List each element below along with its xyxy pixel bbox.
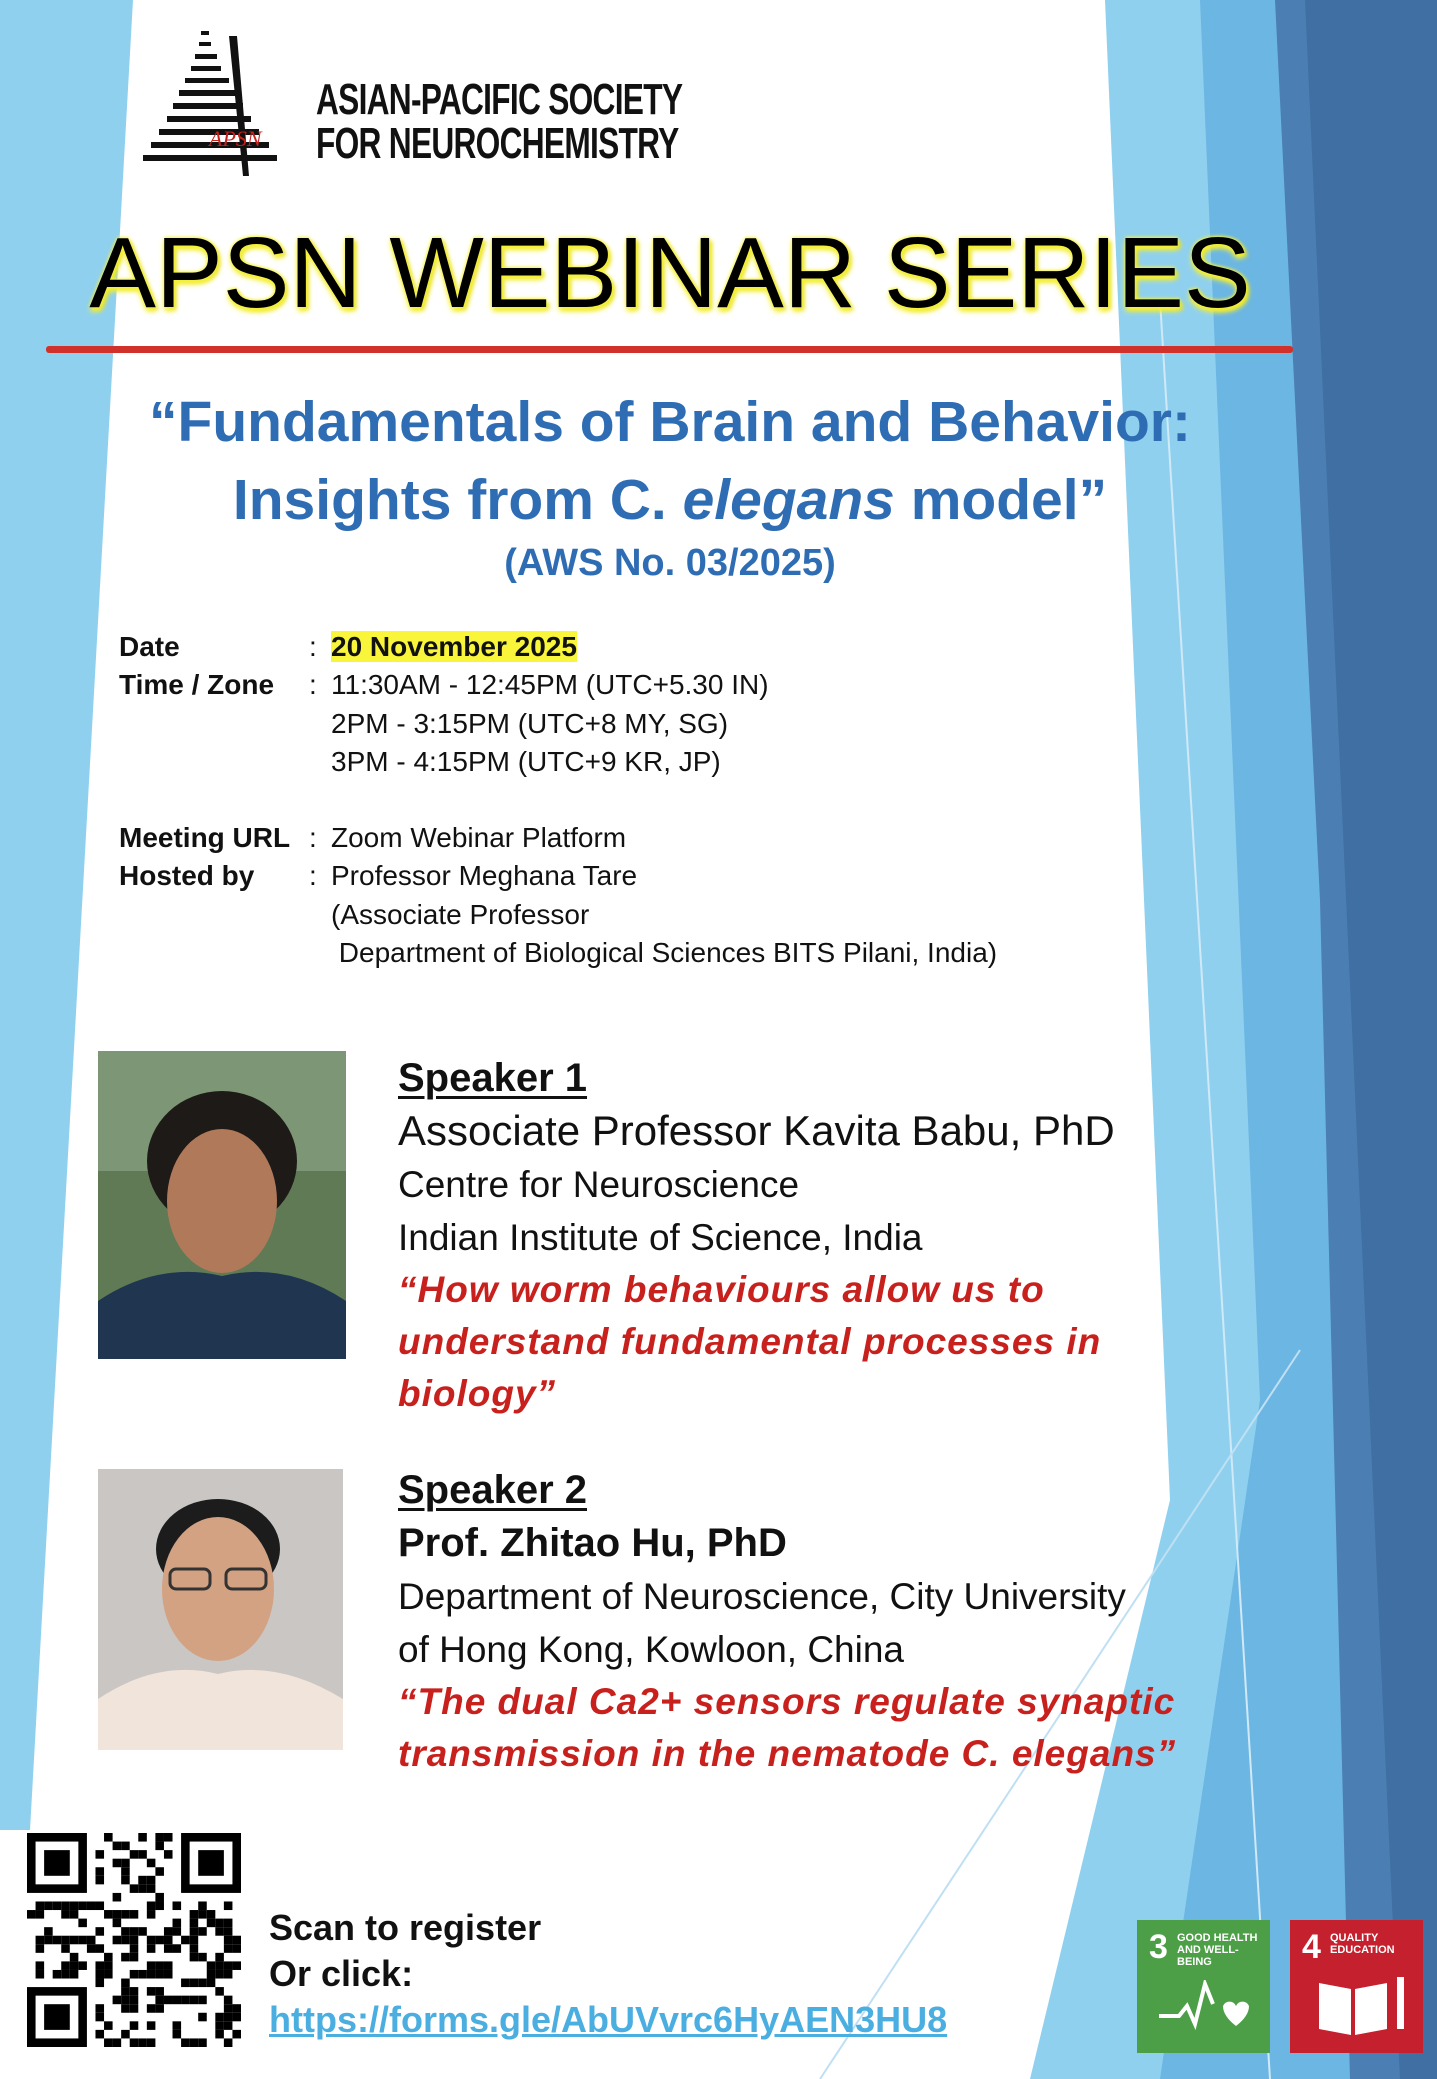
registration-info [269, 1905, 947, 2043]
speaker-2-photo [98, 1469, 343, 1750]
sdg-label: GOOD HEALTH AND WELL-BEING [1177, 1932, 1258, 1968]
talk-title: “How worm behaviours allow us to [398, 1269, 1045, 1310]
meeting-url-value: Zoom Webinar Platform [331, 822, 627, 854]
heartbeat-icon [1157, 1980, 1252, 2040]
sdg-number: 3 [1149, 1928, 1168, 1966]
separator: : [309, 669, 317, 701]
event-details [119, 628, 997, 972]
time-label: Time / Zone [119, 669, 275, 701]
book-icon [1315, 1975, 1410, 2040]
speaker-1-info [398, 1052, 1115, 1420]
talk-title: biology” [398, 1373, 557, 1414]
meeting-url-label: Meeting URL [119, 822, 291, 854]
svg-text:APSN: APSN [209, 126, 262, 151]
time-value: 2PM - 3:15PM (UTC+8 MY, SG) [331, 707, 729, 739]
speaker-affiliation: of Hong Kong, Kowloon, China [398, 1629, 905, 1670]
topic-italic: elegans [682, 468, 895, 532]
topic-text: Insights from C. [232, 468, 683, 532]
apsn-logo-icon [139, 26, 289, 181]
date-value: 20 November 2025 [331, 631, 577, 662]
registration-link[interactable]: https://forms.gle/AbUVvrc6HyAEN3HU8 [269, 1999, 948, 2040]
host-label: Hosted by [119, 860, 255, 892]
talk-title: transmission in the nematode C. elegans” [398, 1733, 1177, 1774]
title-divider [46, 346, 1293, 353]
speaker-affiliation: Indian Institute of Science, India [398, 1217, 923, 1258]
page-title: APSN WEBINAR SERIES [89, 217, 1251, 329]
webinar-topic-line1: “Fundamentals of Brain and Behavior: [149, 390, 1191, 454]
speaker-2-info [398, 1464, 1176, 1780]
talk-title: understand fundamental processes in [398, 1321, 1102, 1362]
registration-qr-code[interactable] [27, 1833, 241, 2047]
speaker-affiliation: Centre for Neuroscience [398, 1164, 800, 1205]
speaker-heading: Speaker 2 [398, 1468, 588, 1512]
host-title: (Associate Professor [331, 898, 590, 930]
topic-text: model” [894, 468, 1108, 532]
separator: : [309, 822, 317, 854]
scan-text: Scan to register [269, 1907, 542, 1948]
org-name-line1: ASIAN-PACIFIC SOCIETY [316, 75, 683, 124]
webinar-code: (AWS No. 03/2025) [504, 542, 836, 584]
sdg-3-badge [1137, 1920, 1270, 2053]
speaker-affiliation: Department of Neuroscience, City University [398, 1576, 1126, 1617]
time-value: 11:30AM - 12:45PM (UTC+5.30 IN) [331, 669, 769, 701]
talk-title: “The dual Ca2+ sensors regulate synaptic [398, 1681, 1176, 1722]
time-value: 3PM - 4:15PM (UTC+9 KR, JP) [331, 745, 721, 777]
org-name-line2: FOR NEUROCHEMISTRY [316, 119, 679, 168]
date-label: Date [119, 631, 180, 662]
click-text: Or click: [269, 1953, 414, 1994]
separator: : [309, 631, 317, 662]
host-value: Professor Meghana Tare [331, 860, 638, 892]
webinar-topic-line2 [40, 468, 1300, 532]
org-name [316, 75, 683, 168]
speaker-heading: Speaker 1 [398, 1056, 588, 1100]
separator: : [309, 860, 317, 892]
speaker-name: Prof. Zhitao Hu, PhD [398, 1521, 787, 1565]
sdg-label: QUALITY EDUCATION [1330, 1932, 1395, 1956]
host-department: Department of Biological Sciences BITS Pilani, India) [331, 937, 998, 969]
sdg-number: 4 [1302, 1928, 1321, 1966]
speaker-name: Associate Professor Kavita Babu, PhD [398, 1107, 1115, 1154]
speaker-1-photo [98, 1051, 346, 1359]
sdg-4-badge [1290, 1920, 1423, 2053]
